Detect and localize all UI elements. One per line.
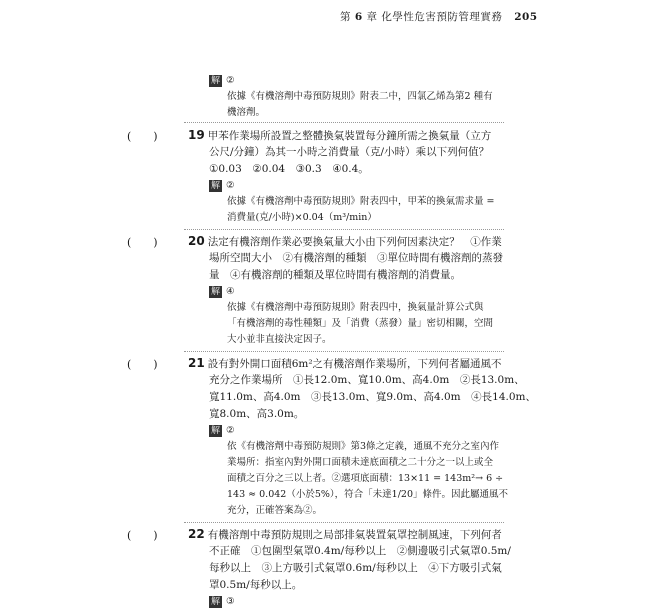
q22-line-1	[188, 526, 502, 543]
q20-line-1	[188, 233, 502, 250]
solution-badge: 解	[211, 597, 221, 607]
q18-solution-line-1: 依據《有機溶劑中毒預防規則》附表二中，四氯乙烯為第2 種有	[227, 91, 493, 102]
divider	[184, 522, 504, 523]
q18-solution-answer: ②	[226, 75, 235, 86]
divider	[184, 229, 504, 230]
q21-solution-line-4: 143 ≈ 0.042（小於5%），符合「未達1/20」條件。因此屬通風不	[227, 489, 508, 500]
q21-line-1	[188, 355, 502, 372]
divider	[184, 122, 504, 123]
q21-solution-line-1: 依《有機溶劑中毒預防規則》第3條之定義，通風不充分之室內作	[227, 441, 500, 452]
chapter-number: 6	[354, 11, 363, 23]
q19-solution-answer: ②	[226, 180, 235, 191]
q22-text-1: 有機溶劑中毒預防規則之局部排氣裝置氣罩控制風速，下列何者	[207, 529, 502, 541]
q20-solution-answer: ④	[226, 286, 235, 297]
q19-solution-line-1: 依據《有機溶劑中毒預防規則》附表四中，甲苯的換氣需求量 =	[227, 196, 495, 207]
q19-line-1	[188, 127, 491, 144]
q22-line-2: 不正確 ①包圍型氣罩0.4m/每秒以上 ②側邊吸引式氣罩0.5m/	[209, 545, 511, 557]
q19-text-1: 甲苯作業場所設置之整體換氣裝置每分鐘所需之換氣量（立方	[207, 130, 492, 142]
q21-line-4: 寬8.0m、高3.0m。	[209, 408, 305, 420]
q21-number: 21	[188, 356, 205, 370]
chapter-title: 化學性危害預防管理實務	[381, 11, 503, 23]
chapter-prefix: 第	[340, 11, 351, 23]
q20-line-2: 場所空間大小 ②有機溶劑的種類 ③單位時間有機溶劑的蒸發	[209, 252, 503, 264]
q21-line-2: 充分之作業場所 ①長12.0m、寬10.0m、高4.0m ②長13.0m、	[209, 374, 525, 386]
q20-text-1: 法定有機溶劑作業必要換氣量大小由下列何因素決定？ ①作業	[207, 236, 502, 248]
q21-line-3: 寬11.0m、高4.0m ③長13.0m、寬9.0m、高4.0m ④長14.0m、	[209, 391, 536, 403]
page-number: 205	[514, 11, 538, 23]
q19-number: 19	[188, 128, 205, 142]
q20-solution-line-3: 大小並非直接決定因子。	[227, 334, 332, 345]
q22-line-4: 罩0.5m/每秒以上。	[209, 579, 303, 591]
q20-line-3: 量 ④有機溶劑的種類及單位時間有機溶劑的消費量。	[209, 269, 461, 281]
q19-line-2: 公尺/分鐘）為其一小時之消費量（克/小時）乘以下列何值？	[209, 146, 490, 158]
q20-solution-line-2: 「有機溶劑的毒性種類」及「消費（蒸發）量」密切相關，空間	[227, 318, 494, 329]
q18-solution-label	[209, 73, 235, 89]
divider	[184, 351, 504, 352]
solution-badge: 解	[211, 76, 221, 86]
q22-line-3: 每秒以上 ③上方吸引式氣罩0.6m/每秒以上 ④下方吸引式氣	[209, 562, 502, 574]
q20-number: 20	[188, 234, 205, 248]
q22-solution-label	[209, 594, 235, 610]
q21-answer-blank: ( )	[127, 358, 158, 371]
q21-solution-line-3: 面積之百分之三以上者。②選項底面積：13×11 = 143m²→ 6 ÷	[227, 473, 504, 484]
q21-text-1: 設有對外開口面積6m²之有機溶劑作業場所，下列何者屬通風不	[207, 358, 502, 370]
q19-answer-blank: ( )	[127, 130, 158, 143]
q19-line-3: ①0.03 ②0.04 ③0.3 ④0.4。	[209, 163, 369, 175]
q20-solution-label	[209, 284, 235, 300]
solution-badge: 解	[211, 287, 221, 297]
q21-solution-answer: ②	[226, 425, 235, 436]
running-header	[340, 9, 538, 24]
q22-solution-answer: ③	[226, 596, 235, 607]
q19-solution-line-2: 消費量(克/小時)×0.04（m³/min）	[227, 212, 377, 223]
q21-solution-label	[209, 423, 235, 439]
q21-solution-line-2: 業場所：指室內對外開口面積未達底面積之二十分之一以上或全	[227, 457, 494, 468]
solution-badge: 解	[211, 181, 221, 191]
q20-answer-blank: ( )	[127, 236, 158, 249]
q18-solution-line-2: 機溶劑。	[227, 107, 266, 118]
q22-number: 22	[188, 527, 205, 541]
chapter-suffix: 章	[366, 11, 378, 23]
q21-solution-line-5: 充分，正確答案為②。	[227, 505, 323, 516]
q22-answer-blank: ( )	[127, 529, 158, 542]
solution-badge: 解	[211, 426, 221, 436]
q20-solution-line-1: 依據《有機溶劑中毒預防規則》附表四中，換氣量計算公式與	[227, 302, 484, 313]
q19-solution-label	[209, 178, 235, 194]
